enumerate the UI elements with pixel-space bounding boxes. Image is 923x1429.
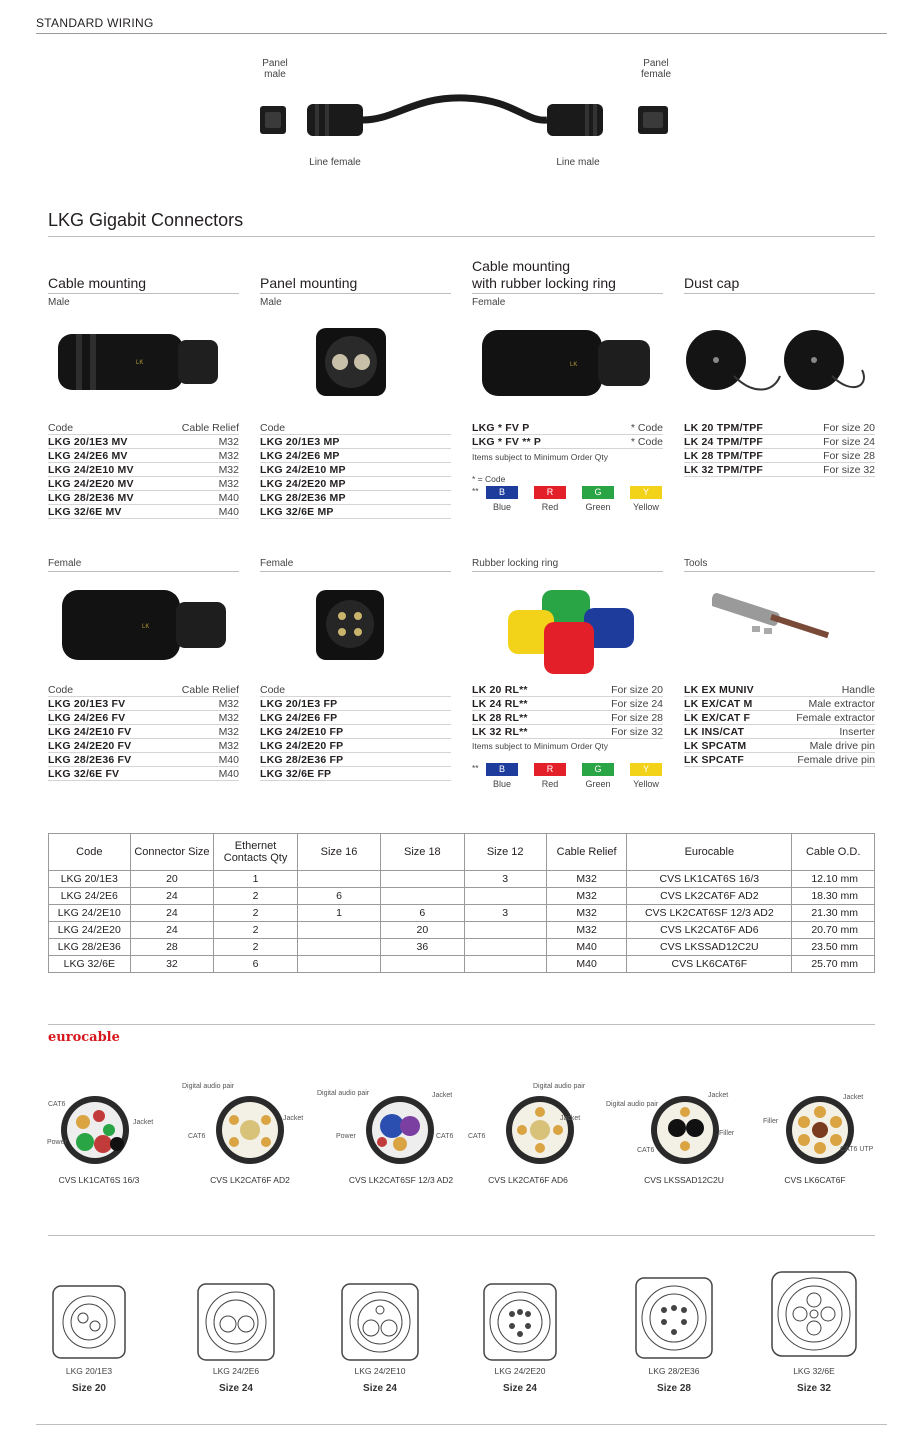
table-row: LK INS/CAT Inserter: [684, 726, 875, 738]
panel-face-code: LKG 24/2E20: [494, 1366, 546, 1376]
wiring-diagram-photo: [255, 90, 675, 150]
panel-face-code: LKG 24/2E6: [212, 1366, 260, 1376]
min-order-note: Items subject to Minimum Order Qty: [472, 741, 609, 751]
cable-cross-section-icon: [786, 1096, 854, 1164]
cs-label: Digital audio pair: [317, 1090, 370, 1097]
color-swatch-yellow: Y Yellow: [630, 486, 662, 512]
cs-label: Digital audio pair: [182, 1083, 235, 1090]
table-row: LKG 24/2E6 MP: [260, 449, 451, 463]
tools-column: [684, 558, 875, 572]
cs-label: CAT6: [436, 1133, 454, 1140]
ring-mounting-female-photo: [478, 326, 658, 400]
tool-icon: [712, 592, 781, 627]
color-swatch-red: R Red: [534, 763, 566, 789]
line-female-label: Line female: [309, 157, 361, 168]
ring-mounting-title-2: with rubber locking ring: [472, 275, 663, 294]
header-divider: [36, 33, 887, 34]
table-row: LKG 24/2E20 MV M32: [48, 478, 239, 490]
table-row: LKG 32/6E 32 6 M40 CVS LK6CAT6F 25.70 mm: [49, 956, 875, 973]
ring-column: [472, 558, 663, 572]
table-row: LK 32 RL** For size 32: [472, 726, 663, 738]
panel-face-diagram-icon: [484, 1284, 556, 1360]
cable-caption: CVS LK2CAT6F AD2: [210, 1175, 290, 1185]
cs-label: Power: [47, 1139, 67, 1146]
table-row: LKG 24/2E6 FV M32: [48, 712, 239, 724]
tools-sub: Tools: [684, 558, 875, 572]
ring-mounting-sub: Female: [472, 297, 506, 308]
cs-label: CAT6: [188, 1133, 206, 1140]
relief-header: Cable Relief: [181, 684, 239, 696]
table-row: LKG 20/1E3 20 1 3 M32 CVS LK1CAT6S 16/3 12.10 mm: [49, 871, 875, 888]
panel-face-diagram-icon: [198, 1284, 274, 1360]
eurocable-divider: [48, 1024, 875, 1025]
panel-mounting-column: [260, 275, 451, 308]
table-row: LKG 32/6E FP: [260, 767, 451, 781]
color-swatches: [486, 763, 662, 789]
ring-sub: Rubber locking ring: [472, 558, 663, 572]
color-legend-marker: **: [472, 763, 479, 773]
table-row: LKG 24/2E20 FP: [260, 739, 451, 753]
cable-cross-section-icon: [61, 1096, 129, 1164]
cable-mounting-female-photo: [58, 586, 230, 666]
panel-face-size: Size 32: [797, 1383, 831, 1394]
connector-photo-icon: [62, 590, 180, 660]
cable-mounting-table: [48, 421, 239, 519]
table-row: LK 20 RL** For size 20: [472, 684, 663, 696]
table-row: LK 20 TPM/TPF For size 20: [684, 422, 875, 434]
cs-label: Jacket: [560, 1115, 581, 1122]
table-row: LKG 28/2E36 28 2 36 M40 CVS LKSSAD12C2U 23.50 mm: [49, 939, 875, 956]
eurocable-logo: eurocable: [48, 1030, 120, 1045]
cable-mounting-title: Cable mounting: [48, 275, 239, 294]
table-row: LKG 24/2E6 24 2 6 M32 CVS LK2CAT6F AD2 18.30 mm: [49, 888, 875, 905]
dust-cap-title: Dust cap: [684, 275, 875, 294]
table-row: LK 24 RL** For size 24: [472, 698, 663, 710]
cable-cross-sections: [40, 1090, 880, 1170]
cable-caption: CVS LK2CAT6SF 12/3 AD2: [348, 1175, 454, 1185]
panel-male-label: Panel male: [262, 58, 288, 80]
cs-label: Jacket: [283, 1115, 304, 1122]
panel-face-code: LKG 24/2E10: [354, 1366, 406, 1376]
cs-label: CAT6: [48, 1101, 66, 1108]
panel-face-code: LKG 28/2E36: [648, 1366, 700, 1376]
locking-ring-photo: [502, 586, 642, 678]
cs-label: Jacket: [133, 1119, 154, 1126]
code-header: Code: [48, 684, 74, 696]
female-cable-sub: Female: [48, 558, 239, 572]
table-row: LK 24 TPM/TPF For size 24: [684, 436, 875, 448]
cable-caption: CVS LK2CAT6F AD6: [488, 1175, 568, 1185]
cable-caption: CVS LKSSAD12C2U: [644, 1175, 724, 1185]
cable-cross-section-icon: [366, 1096, 434, 1164]
table-row: LKG 32/6E MP: [260, 505, 451, 519]
cs-label: Jacket: [432, 1092, 453, 1099]
table-row: LKG 24/2E10 24 2 1 6 3 M32 CVS LK2CAT6SF 12/3 AD2 21.30 mm: [49, 905, 875, 922]
female-panel-sub: Female: [260, 558, 451, 572]
female-panel-table: [260, 683, 451, 781]
table-row: LKG * FV ** P * Code: [472, 436, 663, 448]
cable-mounting-male-photo: [58, 326, 228, 396]
cs-label: CAT6 UTP: [840, 1146, 874, 1153]
code-legend: * = Code: [472, 474, 506, 484]
table-row: LKG 20/1E3 MV M32: [48, 436, 239, 448]
ring-mounting-title-1: Cable mounting: [472, 258, 571, 274]
panel-face-size: Size 28: [657, 1383, 691, 1394]
section-title: LKG Gigabit Connectors: [48, 210, 244, 230]
panel-face-size: Size 20: [72, 1383, 106, 1394]
panel-face-code: LKG 32/6E: [793, 1366, 835, 1376]
panel-face-diagram-icon: [342, 1284, 418, 1360]
color-swatches: [486, 486, 662, 512]
cable-cross-section-icon: [651, 1096, 719, 1164]
cs-label: Power: [336, 1133, 356, 1140]
panel-mounting-title: Panel mounting: [260, 275, 451, 294]
table-row: LKG 24/2E6 FP: [260, 711, 451, 725]
panel-face-size: Size 24: [503, 1383, 537, 1394]
color-swatch-yellow: Y Yellow: [630, 763, 662, 789]
dust-cap-column: [684, 275, 875, 294]
panel-mounting-sub: Male: [260, 297, 282, 308]
cs-label: CAT6: [637, 1147, 655, 1154]
table-row: LKG 28/2E36 MV M40: [48, 492, 239, 504]
cable-icon: [363, 98, 547, 120]
relief-header: Cable Relief: [181, 422, 239, 434]
panel-female-label: Panel female: [640, 58, 671, 80]
panel-face-diagram-icon: [772, 1272, 856, 1356]
female-panel-column: [260, 558, 451, 572]
cs-label: CAT6: [468, 1133, 486, 1140]
table-row: LK EX MUNIV Handle: [684, 684, 875, 696]
cable-caption: CVS LK6CAT6F: [784, 1175, 846, 1185]
table-row: LKG 32/6E MV M40: [48, 506, 239, 518]
svg-text:LK: LK: [136, 360, 144, 366]
table-row: LKG 24/2E10 FP: [260, 725, 451, 739]
panel-faces-divider: [48, 1235, 875, 1236]
table-row: LKG 24/2E20 MP: [260, 477, 451, 491]
table-row: LKG 24/2E10 FV M32: [48, 726, 239, 738]
table-row: LKG 20/1E3 FP: [260, 697, 451, 711]
tool-photo: [712, 588, 842, 648]
panel-face-size: Size 24: [363, 1383, 397, 1394]
cable-mounting-column: [48, 275, 239, 308]
table-row: LK SPCATM Male drive pin: [684, 740, 875, 752]
table-row: LK 32 TPM/TPF For size 32: [684, 464, 875, 476]
cs-label: Filler: [763, 1118, 779, 1125]
cable-cross-section-icon: [216, 1096, 284, 1164]
table-row: LK EX/CAT M Male extractor: [684, 698, 875, 710]
spec-table: [48, 833, 875, 973]
table-row: LKG 24/2E20 24 2 20 M32 CVS LK2CAT6F AD6 20.70 mm: [49, 922, 875, 939]
dust-cap-table: [684, 421, 875, 477]
color-swatch-blue: B Blue: [486, 763, 518, 789]
panel-face-diagram-icon: [636, 1278, 712, 1358]
color-legend-marker: **: [472, 486, 479, 496]
color-swatch-green: G Green: [582, 486, 614, 512]
table-row: LK SPCATF Female drive pin: [684, 754, 875, 766]
page-header: STANDARD WIRING: [36, 16, 154, 30]
footer-divider: [36, 1424, 887, 1425]
female-cable-column: [48, 558, 239, 572]
panel-mounting-male-photo: [310, 322, 392, 402]
spec-header-row: Code Connector Size Ethernet Contacts Qty Size 16 Size 18 Size 12 Cable Relief Eurocable Cable O.D.: [49, 834, 875, 871]
code-header: Code: [260, 684, 286, 696]
table-row: LKG 24/2E10 MP: [260, 463, 451, 477]
color-swatch-green: G Green: [582, 763, 614, 789]
code-header: Code: [48, 422, 74, 434]
ring-table: [472, 683, 663, 739]
table-row: LKG 20/1E3 FV M32: [48, 698, 239, 710]
table-row: LK EX/CAT F Female extractor: [684, 712, 875, 724]
female-cable-table: [48, 683, 239, 781]
table-row: LKG 28/2E36 MP: [260, 491, 451, 505]
tools-table: [684, 683, 875, 767]
table-row: LK 28 RL** For size 28: [472, 712, 663, 724]
ring-mounting-column: [472, 258, 663, 308]
cs-label: Filler: [719, 1130, 735, 1137]
cable-caption: CVS LK1CAT6S 16/3: [58, 1175, 140, 1185]
table-row: LKG 20/1E3 MP: [260, 435, 451, 449]
line-male-label: Line male: [556, 157, 600, 168]
table-row: LKG 24/2E10 MV M32: [48, 464, 239, 476]
panel-face-size: Size 24: [219, 1383, 253, 1394]
table-row: LKG 24/2E6 MV M32: [48, 450, 239, 462]
cable-mounting-sub: Male: [48, 297, 70, 308]
table-row: LKG 32/6E FV M40: [48, 768, 239, 780]
table-row: LKG 28/2E36 FP: [260, 753, 451, 767]
table-row: LKG 24/2E20 FV M32: [48, 740, 239, 752]
panel-mounting-table: [260, 421, 451, 519]
section-divider: [48, 236, 875, 237]
panel-face-code: LKG 20/1E3: [65, 1366, 113, 1376]
color-swatch-red: R Red: [534, 486, 566, 512]
table-row: LKG * FV P * Code: [472, 422, 663, 434]
dust-cap-photo: [684, 326, 874, 396]
svg-text:LK: LK: [570, 362, 578, 368]
cs-label: Digital audio pair: [533, 1083, 586, 1090]
panel-face-diagram-icon: [53, 1286, 125, 1358]
cs-label: Jacket: [708, 1092, 729, 1099]
cable-cross-section-icon: [506, 1096, 574, 1164]
cs-label: Jacket: [843, 1094, 864, 1101]
connector-photo-icon: [482, 330, 602, 396]
svg-text:LK: LK: [142, 624, 150, 630]
table-row: LKG 28/2E36 FV M40: [48, 754, 239, 766]
table-row: LK 28 TPM/TPF For size 28: [684, 450, 875, 462]
min-order-note: Items subject to Minimum Order Qty: [472, 452, 609, 462]
color-swatch-blue: B Blue: [486, 486, 518, 512]
cs-label: Digital audio pair: [606, 1101, 659, 1108]
panel-mounting-female-photo: [312, 586, 388, 664]
ring-mounting-table: [472, 421, 663, 449]
panel-faces: [40, 1270, 880, 1370]
code-header: Code: [260, 422, 286, 434]
